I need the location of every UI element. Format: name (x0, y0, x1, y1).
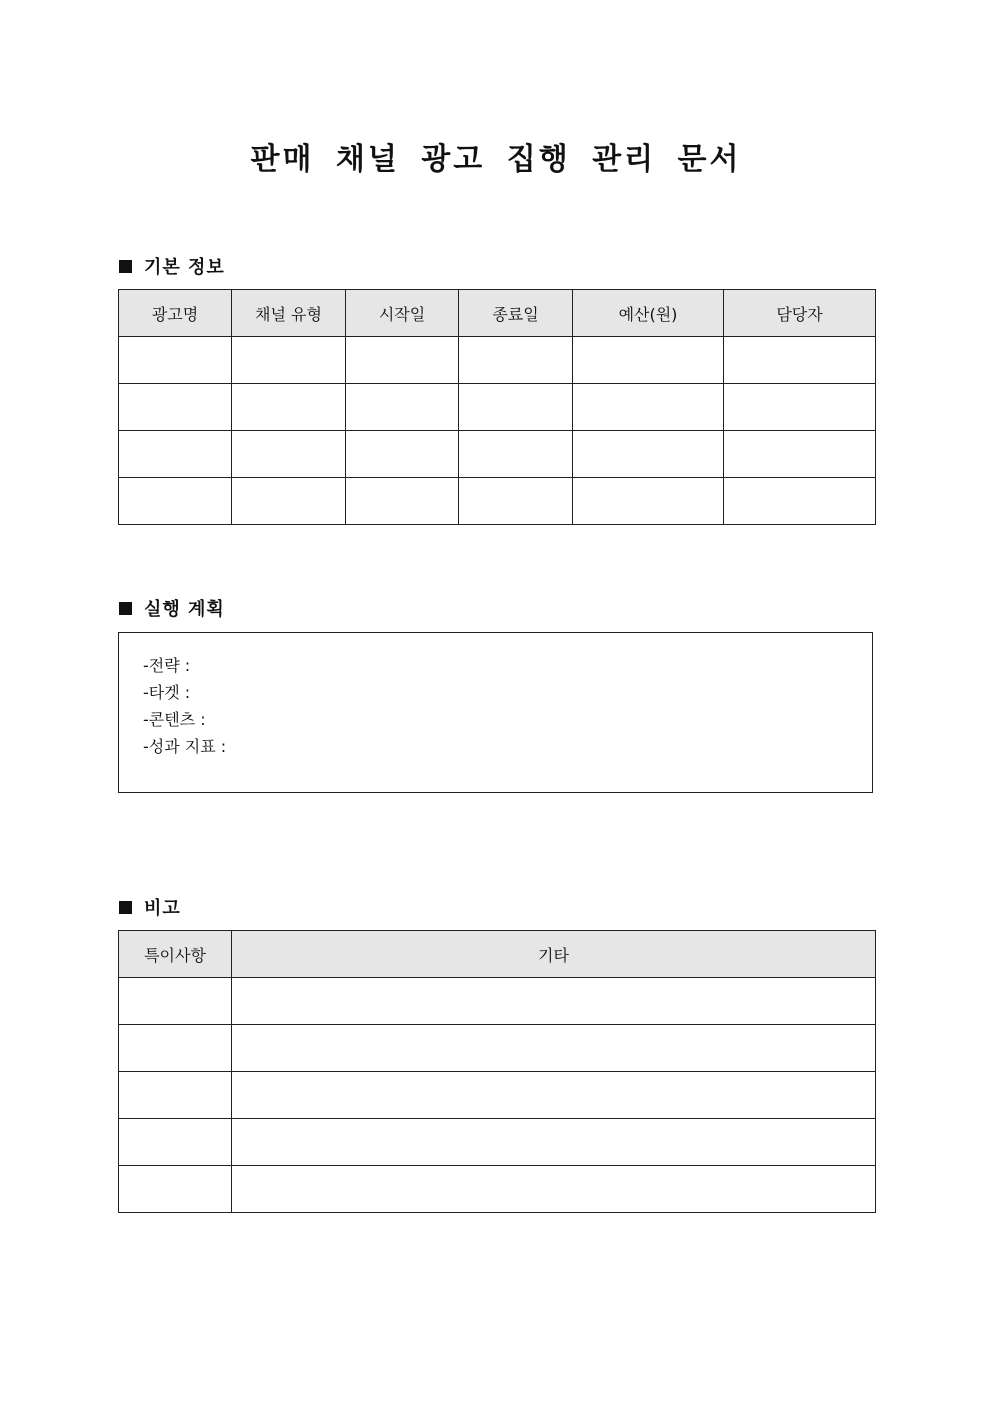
table-header-row (119, 931, 876, 978)
table-cell[interactable] (724, 431, 876, 478)
table-row (119, 337, 876, 384)
column-header: 담당자 (724, 290, 876, 337)
table-cell[interactable] (346, 337, 459, 384)
section-heading-plan (119, 595, 225, 621)
section-heading-basic (119, 253, 225, 279)
table-cell[interactable] (724, 337, 876, 384)
table-row (119, 1166, 876, 1213)
square-bullet-icon (119, 901, 132, 914)
table-cell[interactable] (119, 431, 232, 478)
table-row (119, 431, 876, 478)
square-bullet-icon (119, 260, 132, 273)
table-cell[interactable] (232, 978, 876, 1025)
table-cell[interactable] (119, 337, 232, 384)
table-cell[interactable] (573, 478, 724, 525)
table-cell[interactable] (724, 478, 876, 525)
table-row (119, 478, 876, 525)
table-cell[interactable] (232, 1072, 876, 1119)
column-header: 광고명 (119, 290, 232, 337)
table-row (119, 1119, 876, 1166)
column-header: 특이사항 (119, 931, 232, 978)
section-heading-label: 실행 계획 (144, 599, 225, 620)
column-header: 기타 (232, 931, 876, 978)
column-header: 채널 유형 (232, 290, 346, 337)
table-cell[interactable] (573, 337, 724, 384)
square-bullet-icon (119, 602, 132, 615)
column-header: 예산(원) (573, 290, 724, 337)
section-heading-remarks (119, 894, 181, 920)
table-cell[interactable] (459, 431, 573, 478)
table-cell[interactable] (119, 1025, 232, 1072)
plan-box[interactable] (118, 632, 873, 793)
table-row (119, 978, 876, 1025)
table-cell[interactable] (119, 1119, 232, 1166)
table-cell[interactable] (119, 1072, 232, 1119)
column-header: 시작일 (346, 290, 459, 337)
table-header-row (119, 290, 876, 337)
basic-info-table (118, 289, 876, 525)
table-row (119, 384, 876, 431)
section-heading-label: 기본 정보 (144, 257, 225, 278)
table-cell[interactable] (346, 478, 459, 525)
table-cell[interactable] (346, 431, 459, 478)
table-cell[interactable] (459, 384, 573, 431)
table-cell[interactable] (459, 337, 573, 384)
table-cell[interactable] (232, 431, 346, 478)
page-title: 판매 채널 광고 집행 관리 문서 (250, 142, 742, 177)
table-cell[interactable] (573, 384, 724, 431)
table-row (119, 1072, 876, 1119)
table-cell[interactable] (459, 478, 573, 525)
table-cell[interactable] (119, 384, 232, 431)
table-cell[interactable] (232, 1025, 876, 1072)
remarks-table (118, 930, 876, 1213)
table-cell[interactable] (119, 478, 232, 525)
plan-kpi-line: -성과 지표 : (143, 737, 227, 756)
table-cell[interactable] (346, 384, 459, 431)
table-cell[interactable] (573, 431, 724, 478)
table-row (119, 1025, 876, 1072)
table-cell[interactable] (232, 384, 346, 431)
table-cell[interactable] (232, 337, 346, 384)
plan-target-line: -타겟 : (143, 683, 191, 702)
section-heading-label: 비고 (144, 898, 181, 919)
table-cell[interactable] (232, 1119, 876, 1166)
table-cell[interactable] (119, 1166, 232, 1213)
table-cell[interactable] (119, 978, 232, 1025)
table-cell[interactable] (232, 1166, 876, 1213)
table-cell[interactable] (724, 384, 876, 431)
plan-strategy-line: -전략 : (143, 656, 191, 675)
plan-content-line: -콘텐츠 : (143, 710, 206, 729)
table-cell[interactable] (232, 478, 346, 525)
column-header: 종료일 (459, 290, 573, 337)
